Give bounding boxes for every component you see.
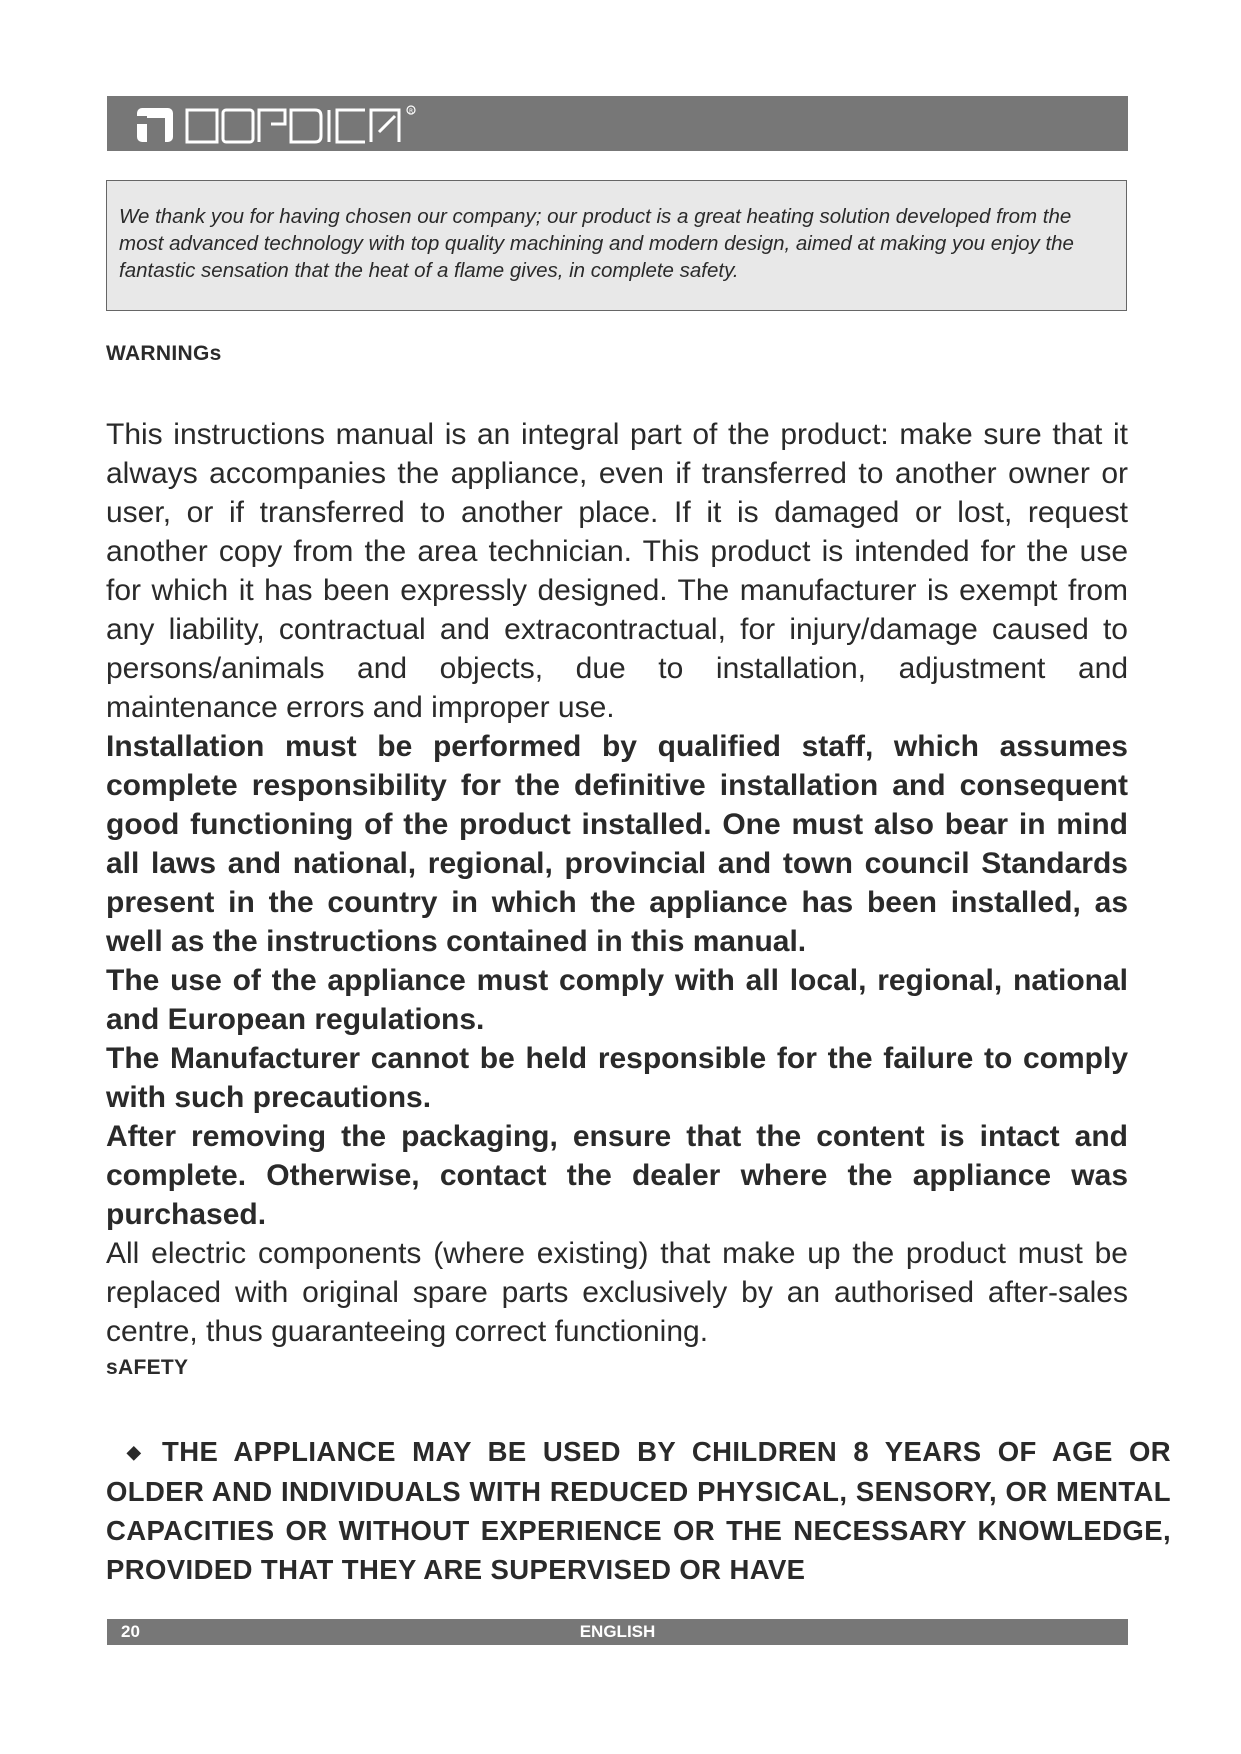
- svg-text:R: R: [409, 108, 414, 115]
- warnings-bold-paragraph-3: The Manufacturer cannot be held responsible for the failure to comply with such precautions.: [106, 1042, 1128, 1114]
- intro-box: [106, 180, 1127, 311]
- warnings-body: [106, 415, 1128, 1351]
- safety-heading: sAFETY: [106, 1356, 189, 1379]
- page-number: 20: [121, 1622, 140, 1641]
- safety-bullet: [106, 1432, 1171, 1589]
- warnings-heading: WARNINGs: [106, 342, 222, 365]
- warnings-paragraph-1: This instructions manual is an integral part of the product: make sure that it always accompanies the appliance, even if transferred to another owner or user, or if transferred to another place. If it is damaged or lost, request another copy from the area technician. This product is intended for the use for which it has been expressly designed. The manufacturer is exempt from any liability, contractual and extracontractual, for injury/damage caused to persons/animals and objects, due to installation, adjustment and maintenance errors and improper use.: [106, 418, 1128, 724]
- warnings-bold-paragraph-2: The use of the appliance must comply with all local, regional, national and European regulations.: [106, 964, 1128, 1036]
- intro-text: We thank you for having chosen our company; our product is a great heating solution developed from the most advanced technology with top quality machining and modern design, aimed at making you enjoy the fantastic sensation that the heat of a flame gives, in complete safety.: [119, 205, 1074, 282]
- safety-bullet-text: THE APPLIANCE MAY BE USED BY CHILDREN 8 YEARS OF AGE OR OLDER AND INDIVIDUALS WITH REDUCED PHYSICAL, SENSORY, OR MENTAL CAPACITIES OR WITHOUT EXPERIENCE OR THE NECESSARY KNOWLEDGE, PROVIDED THAT THEY ARE SUPERVISED OR HAVE: [106, 1436, 1171, 1585]
- warnings-paragraph-2: All electric components (where existing) that make up the product must be replaced with original spare parts exclusively by an authorised after-sales centre, thus guaranteeing correct functioning.: [106, 1237, 1128, 1348]
- diamond-bullet-icon: ◆: [126, 1442, 142, 1462]
- header-bar: [107, 96, 1128, 151]
- warnings-bold-paragraph-4: After removing the packaging, ensure that the content is intact and complete. Otherwise, contact the dealer where the appliance was purchased.: [106, 1120, 1128, 1231]
- footer-bar: [107, 1619, 1128, 1645]
- nordica-logo: [135, 102, 425, 146]
- footer-language: ENGLISH: [579, 1622, 656, 1641]
- warnings-bold-paragraph-1: Installation must be performed by qualified staff, which assumes complete responsibility for the definitive installation and consequent good functioning of the product installed. One must also bear in mind all laws and national, regional, provincial and town council Standards present in the country in which the appliance has been installed, as well as the instructions contained in this manual.: [106, 730, 1128, 958]
